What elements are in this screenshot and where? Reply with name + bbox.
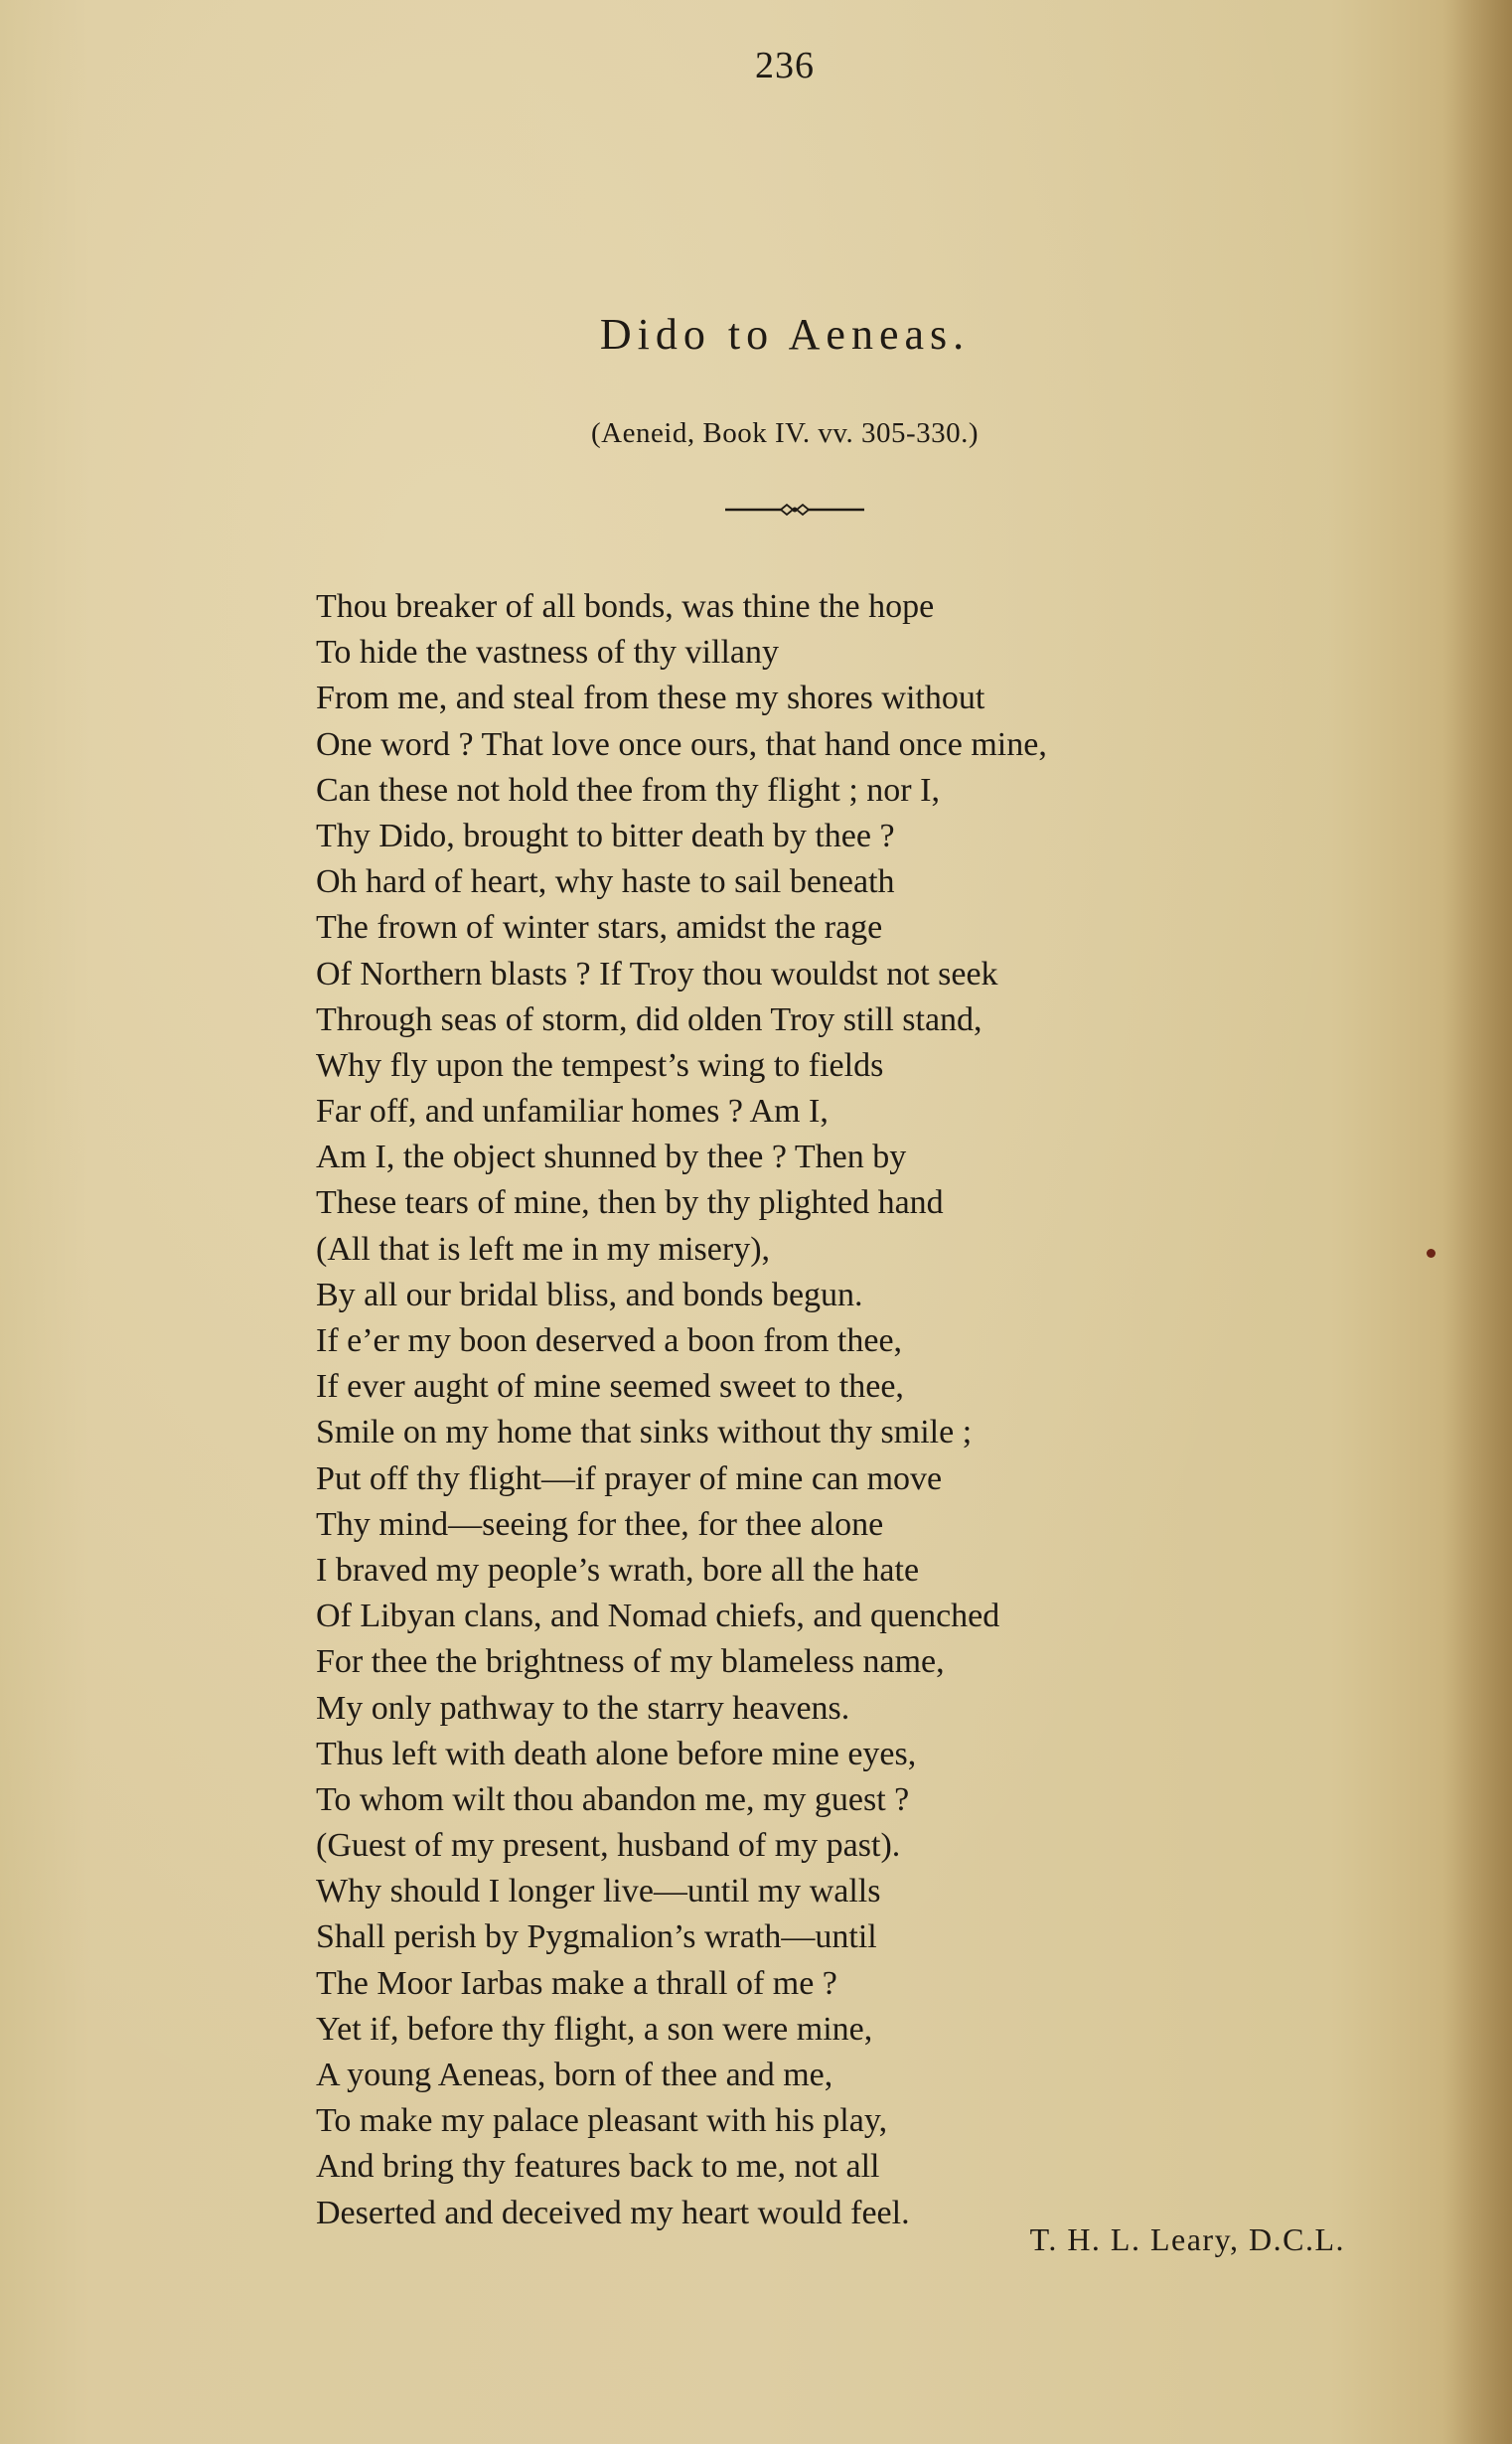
poem-line: Why should I longer live—until my walls [316,1873,881,1910]
poem-subtitle: (Aeneid, Book IV. vv. 305-330.) [590,417,980,449]
poem-line: Thou breaker of all bonds, was thine the hope [316,588,935,625]
poem-line: Far off, and unfamiliar homes ? Am I, [316,1093,829,1131]
page-number: 236 [755,45,815,86]
poem-line: I braved my people’s wrath, bore all the hate [316,1551,920,1589]
poem-line: To hide the vastness of thy villany [316,634,779,672]
poem-line: (Guest of my present, husband of my past). [316,1827,901,1865]
poem-line: If e’er my boon deserved a boon from thee, [316,1322,903,1359]
poem-line: Deserted and deceived my heart would feel. [316,2194,910,2231]
poem-line: A young Aeneas, born of thee and me, [316,2057,833,2093]
poem-line: Thus left with death alone before mine eyes, [316,1735,917,1772]
poem-line: Put off thy flight—if prayer of mine can move [316,1459,943,1497]
poem-line: Can these not hold thee from thy flight ; nor I, [316,771,940,809]
poem-line: If ever aught of mine seemed sweet to thee, [316,1368,904,1406]
poem-line: To make my palace pleasant with his play, [316,2102,888,2140]
poem-line: Thy mind—seeing for thee, for thee alone [316,1505,884,1543]
poem-line: One word ? That love once ours, that hand once mine, [316,725,1047,763]
poem-line: Am I, the object shunned by thee ? Then by [316,1139,907,1176]
poem-line: (All that is left me in my misery), [316,1230,771,1268]
poem-line: Through seas of storm, did olden Troy still stand, [316,1000,983,1038]
poem-line: My only pathway to the starry heavens. [316,1689,850,1727]
poem-line: Shall perish by Pygmalion’s wrath—until [316,1918,877,1956]
author-signature: T. H. L. Leary, D.C.L. [1029,2221,1345,2257]
poem-line: From me, and steal from these my shores without [316,680,985,717]
poem-line: To whom wilt thou abandon me, my guest ? [316,1780,910,1818]
poem-line: Why fly upon the tempest’s wing to fields [316,1046,884,1084]
poem-line: By all our bridal bliss, and bonds begun. [316,1276,863,1313]
spine-shadow [1442,0,1512,2444]
poem-line: Of Libyan clans, and Nomad chiefs, and quenched [316,1598,1000,1635]
poem-body [316,584,1309,2236]
poem-line: These tears of mine, then by thy plighted hand [316,1184,944,1222]
ink-spot [1427,1249,1436,1258]
poem-line: The Moor Iarbas make a thrall of me ? [316,1964,837,2002]
poem-line: For thee the brightness of my blameless name, [316,1643,945,1681]
poem-line: Thy Dido, brought to bitter death by thee ? [316,817,895,854]
poem-line: Smile on my home that sinks without thy smile ; [316,1414,973,1451]
poem-line: Of Northern blasts ? If Troy thou wouldst not seek [316,955,998,993]
poem-line: And bring thy features back to me, not all [316,2148,880,2186]
poem-title: Dido to Aeneas. [599,310,971,360]
poem-line: Yet if, before thy flight, a son were mine, [316,2010,873,2048]
poem-line: The frown of winter stars, amidst the rage [316,909,883,947]
poem-line: Oh hard of heart, why haste to sail beneath [316,863,895,901]
ornament-divider [725,500,864,520]
